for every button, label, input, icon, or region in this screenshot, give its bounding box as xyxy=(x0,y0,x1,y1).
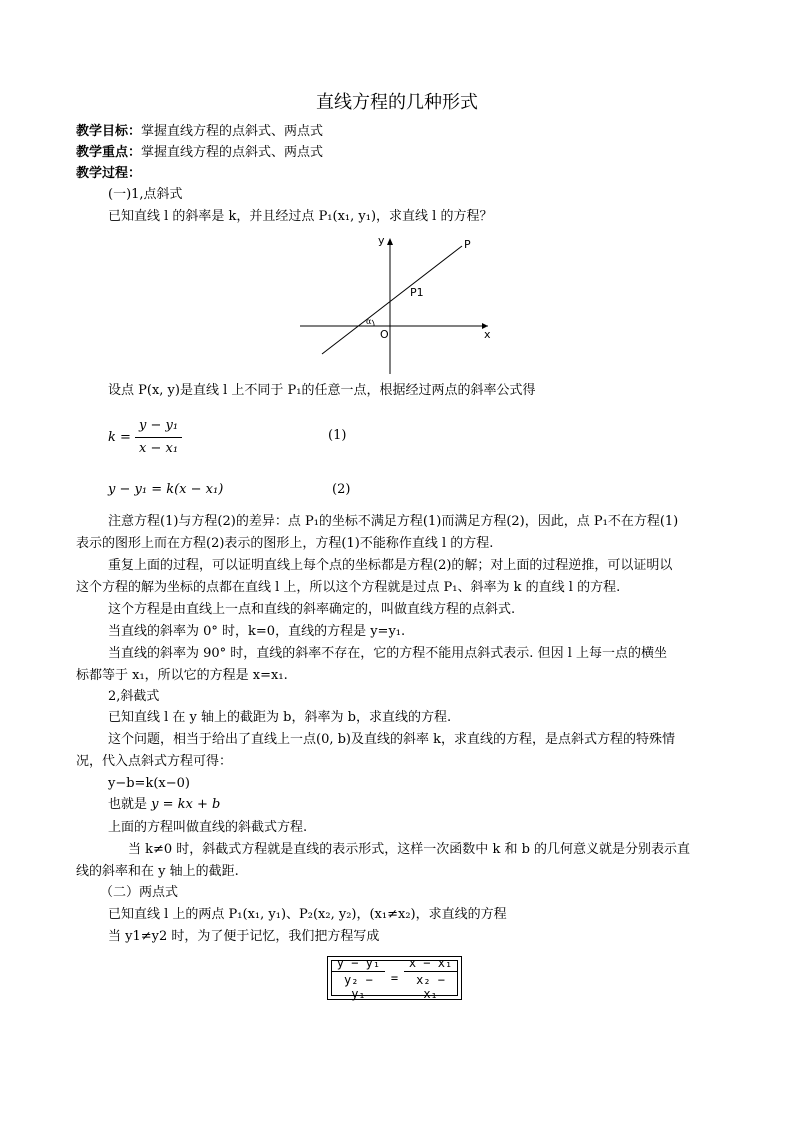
origin-label: O xyxy=(380,328,389,341)
eq1-lhs: k = xyxy=(108,430,131,445)
eq2-tag: (2) xyxy=(332,482,351,497)
left-numerator: y − y₁ xyxy=(332,956,385,972)
sloped-line xyxy=(322,246,462,354)
angle-label: α xyxy=(366,317,372,326)
y-axis-arrow xyxy=(387,238,393,245)
equation-2: y − y₁ = k(x − x₁) xyxy=(108,482,224,497)
x-axis-label: x xyxy=(484,328,491,341)
point-p1-label: P1 xyxy=(410,286,424,299)
paragraph-3: 这个方程是由直线上一点和直线的斜率确定的，叫做直线方程的点斜式. xyxy=(108,602,516,617)
eq1-tag: (1) xyxy=(328,428,347,443)
paragraph-6: 这个问题，相当于给出了直线上一点(0, b)及直线的斜率 k，求直线的方程，是点斜式方程的特殊情 xyxy=(108,732,676,747)
paragraph-2b: 这个方程的解为坐标的点都在直线 l 上，所以这个方程就是过点 P₁、斜率为 k 的直线 l 的方程. xyxy=(76,580,621,595)
right-numerator: x − x₁ xyxy=(404,956,457,972)
paragraph-6b: 况，代入点斜式方程可得： xyxy=(76,754,233,769)
equation-1 xyxy=(108,416,182,456)
eq1-fraction xyxy=(135,416,182,459)
right-denominator: x₂ − x₁ xyxy=(416,972,445,1001)
paragraph-1b: 表示的图形上而在方程(2)表示的图形上，方程(1)不能称作直线 l 的方程. xyxy=(76,536,494,551)
equals-sign: = xyxy=(390,971,399,985)
focus-label: 教学重点： xyxy=(76,145,142,160)
two-point-formula-box xyxy=(327,956,462,1000)
page-title: 直线方程的几种形式 xyxy=(316,92,478,113)
paragraph-5: 当直线的斜率为 90° 时，直线的斜率不存在，它的方程不能用点斜式表示. 但因 l 上每一点的横坐 xyxy=(108,646,667,661)
two-point-formula xyxy=(331,955,458,1001)
paragraph-5b: 标都等于 x₁，所以它的方程是 x=x₁. xyxy=(76,668,288,683)
paragraph-1: 注意方程(1)与方程(2)的差异：点 P₁的坐标不满足方程(1)而满足方程(2)，因此，点 P₁不在方程(1) xyxy=(108,514,679,529)
eq1-numerator: y − y₁ xyxy=(135,416,182,438)
paragraph-2: 重复上面的过程，可以证明直线上每个点的坐标都是方程(2)的解；对上面的过程逆推，可以证明以 xyxy=(108,558,673,573)
section3-problem: 已知直线 l 上的两点 P₁(x₁, y₁)、P₂(x₂, y₂)，(x₁≠x₂)，求直线的方程 xyxy=(108,907,507,922)
focus-text: 掌握直线方程的点斜式、两点式 xyxy=(141,145,324,160)
line-graph-figure xyxy=(290,230,510,378)
left-fraction xyxy=(332,956,385,1001)
goal-line xyxy=(76,122,323,142)
paragraph-8-prefix: 也就是 xyxy=(108,797,152,812)
section2-heading: 2,斜截式 xyxy=(108,689,160,704)
paragraph-9: 上面的方程叫做直线的斜截式方程. xyxy=(108,820,308,835)
paragraph-7: y−b=k(x−0) xyxy=(108,776,190,791)
paragraph-10b: 线的斜率和在 y 轴上的截距. xyxy=(76,864,239,879)
angle-arc xyxy=(372,320,374,326)
section1-heading: (一)1,点斜式 xyxy=(108,187,183,202)
paragraph-10: 当 k≠0 时，斜截式方程就是直线的表示形式，这样一次函数中 k 和 b 的几何意义就是分别表示直 xyxy=(128,842,691,857)
goal-label: 教学目标： xyxy=(76,124,142,139)
section3-heading: （二）两点式 xyxy=(100,885,179,900)
section1-problem: 已知直线 l 的斜率是 k，并且经过点 P₁(x₁, y₁)，求直线 l 的方程？ xyxy=(108,209,493,224)
slope-intercept-formula: y = kx + b xyxy=(151,797,221,812)
eq1-denominator: x − x₁ xyxy=(139,441,179,456)
paragraph-8 xyxy=(108,795,220,815)
point-p-label: P xyxy=(464,238,471,251)
paragraph-4: 当直线的斜率为 0° 时，k=0，直线的方程是 y=y₁. xyxy=(108,624,406,639)
right-fraction xyxy=(404,956,457,1001)
goal-text: 掌握直线方程的点斜式、两点式 xyxy=(141,124,324,139)
process-label: 教学过程： xyxy=(76,166,142,181)
set-point-text: 设点 P(x, y)是直线 l 上不同于 P₁的任意一点，根据经过两点的斜率公式得 xyxy=(108,383,536,398)
paragraph-11: 当 y1≠y2 时，为了便于记忆，我们把方程写成 xyxy=(108,929,380,944)
section2-problem: 已知直线 l 在 y 轴上的截距为 b，斜率为 b，求直线的方程. xyxy=(108,710,452,725)
focus-line xyxy=(76,143,323,163)
y-axis-label: y xyxy=(378,234,385,247)
left-denominator: y₂ − y₁ xyxy=(343,972,373,1001)
